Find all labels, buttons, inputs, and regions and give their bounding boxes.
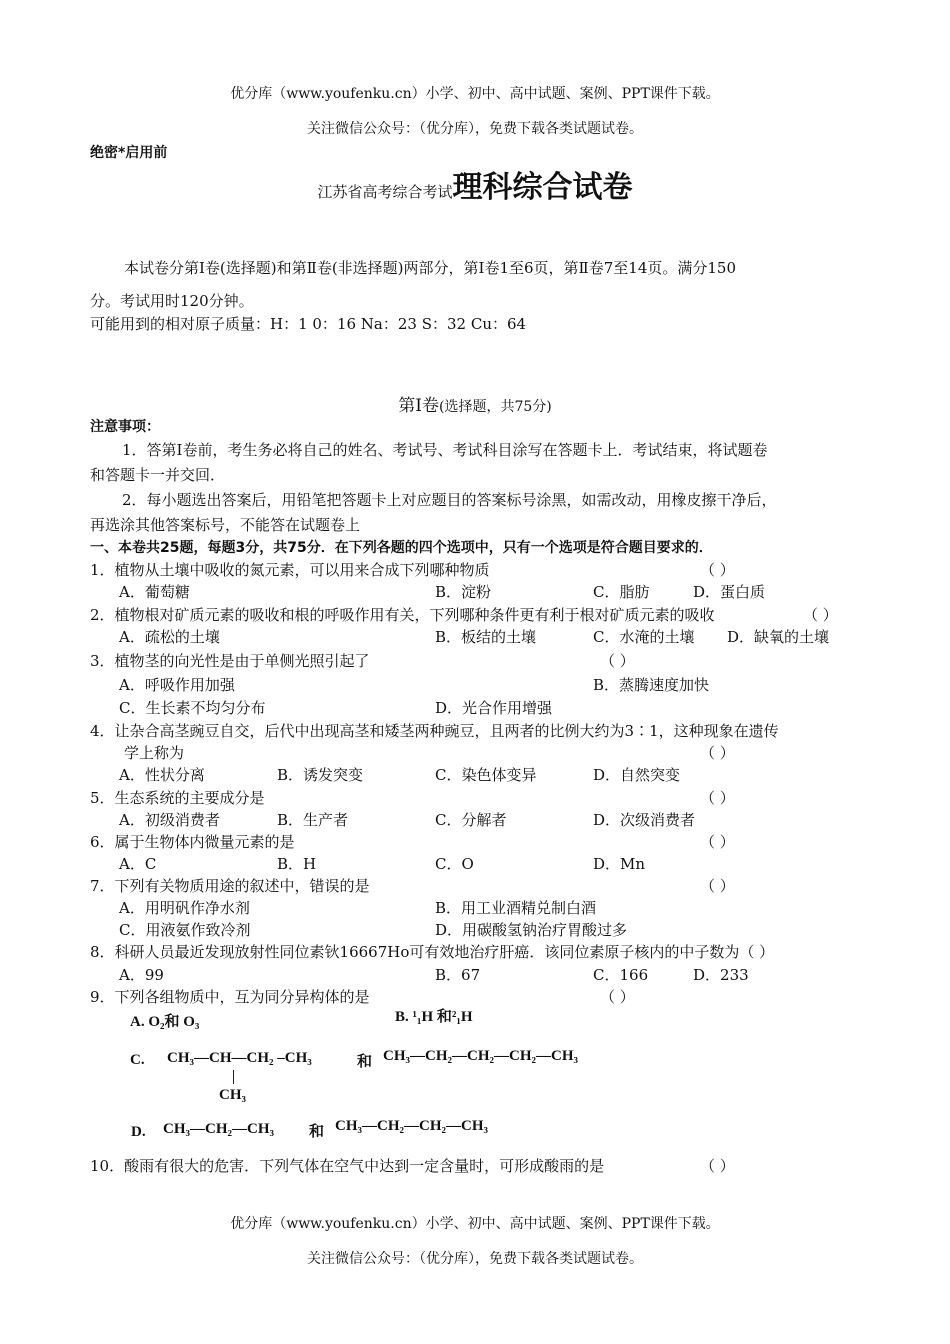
q8-option-c: C．166 [593,966,649,984]
q9-bracket: （ ） [600,988,635,1006]
q6-option-b: B．H [277,855,317,873]
part-one-heading: 一、本卷共25题，每题3分，共75分．在下列各题的四个选项中，只有一个选项是符合题目要求的． [90,540,713,556]
q5-option-a: A．初级消费者 [119,811,220,829]
q1-bracket: （ ） [700,561,735,579]
q9-stem: 9．下列各组物质中，互为同分异构体的是 [90,988,370,1006]
q4-bracket: （ ） [700,744,735,762]
q3-option-b: B．蒸腾速度加快 [593,676,710,694]
q2-bracket: （ ） [803,606,838,624]
note-1-line-2: 和答题卡一并交回． [90,466,226,484]
atomic-mass-line: 可能用到的相对原子质量：H：1 0：16 Na：23 S：32 Cu：64 [90,315,527,333]
exam-title-main: 理科综合试卷 [452,170,633,205]
footer-line-1: 优分库（www.youfenku.cn）小学、初中、高中试题、案例、PPT课件下载。 [230,1216,720,1232]
q3-stem: 3．植物茎的向光性是由于单侧光照引起了 [90,652,370,670]
q9-option-c-branch: CH₃ [219,1087,246,1103]
q9-option-b: B. ¹₁H 和²₁H [395,1009,473,1025]
q9-option-d-label: D. [131,1124,146,1140]
q6-bracket: （ ） [700,833,735,851]
q9-option-d-right-formula: CH₃—CH₂—CH₂—CH₃ [335,1118,488,1134]
q3-option-c: C．生长素不均匀分布 [119,699,266,717]
q3-bracket: （ ） [600,652,635,670]
q2-option-c: C．水淹的土壤 [593,628,695,646]
q4-option-c: C．染色体变异 [435,766,537,784]
q9-option-d-left-formula: CH₃—CH₂—CH₃ [163,1121,274,1137]
q2-stem: 2．植物根对矿质元素的吸收和根的呼吸作用有关，下列哪种条件更有利于根对矿质元素的吸收 [90,606,715,624]
q6-option-d: D．Mn [593,855,646,873]
q1-option-b: B．淀粉 [435,583,492,601]
q4-stem-line-2: 学上称为 [124,744,185,762]
q3-option-d: D．光合作用增强 [435,699,553,717]
q7-option-c: C．用液氨作致冷剂 [119,921,251,939]
q4-option-d: D．自然突变 [593,766,681,784]
top-secret-label: 绝密*启用前 [90,145,168,161]
q10-bracket: （ ） [700,1157,735,1175]
q5-option-c: C．分解者 [435,811,507,829]
q7-option-b: B．用工业酒精兑制白酒 [435,899,597,917]
q6-option-c: C．O [435,855,474,873]
q7-stem: 7．下列有关物质用途的叙述中，错误的是 [90,877,370,895]
q8-stem: 8．科研人员最近发现放射性同位素钬16667Ho可有效地治疗肝癌．该同位素原子核内的中子数为（ ） [90,943,775,961]
q1-option-d: D．蛋白质 [693,583,766,601]
q4-stem: 4．让杂合高茎豌豆自交，后代中出现高茎和矮茎两种豌豆，且两者的比例大约为3∶1，这种现象在遗传 [90,722,779,740]
q5-option-b: B．生产者 [277,811,349,829]
q9-option-c-right-formula: CH₃—CH₂—CH₂—CH₂—CH₃ [383,1048,578,1064]
q3-option-a: A．呼吸作用加强 [119,676,235,694]
intro-line-1: 本试卷分第Ⅰ卷(选择题)和第Ⅱ卷(非选择题)两部分，第Ⅰ卷1至6页，第Ⅱ卷7至14页。满分150 [124,259,737,277]
q9-option-c-label: C. [130,1052,145,1068]
exam-title-prefix: 江苏省高考综合考试 [317,183,453,201]
q8-option-d: D．233 [693,966,749,984]
section-title-sub: (选择题，共75分) [438,399,552,415]
q9-option-c-and: 和 [357,1054,373,1070]
notes-heading: 注意事项： [90,419,160,435]
q8-option-a: A．99 [119,966,164,984]
q8-option-b: B．67 [435,966,481,984]
q5-bracket: （ ） [700,789,735,807]
note-1-line-1: 1．答第Ⅰ卷前，考生务必将自己的姓名、考试号、考试科目涂写在答题卡上．考试结束，将试题卷 [122,441,768,459]
q4-option-b: B．诱发突变 [277,766,364,784]
q6-option-a: A．C [119,855,157,873]
q9-option-c-left-formula: CH₃—CH—CH₂ –CH₃ [167,1050,312,1066]
footer-line-2: 关注微信公众号：（优分库），免费下载各类试题试卷。 [307,1251,643,1267]
q10-stem: 10．酸雨有很大的危害．下列气体在空气中达到一定含量时，可形成酸雨的是 [90,1157,605,1175]
q9-option-a: A. O₂和 O₃ [130,1014,200,1030]
q9-option-d-and: 和 [309,1124,325,1140]
q7-option-d: D．用碳酸氢钠治疗胃酸过多 [435,921,628,939]
q1-option-a: A．葡萄糖 [119,583,190,601]
q7-option-a: A．用明矾作净水剂 [119,899,250,917]
q1-option-c: C．脂肪 [593,583,650,601]
header-line-2: 关注微信公众号：（优分库），免费下载各类试题试卷。 [307,121,643,137]
q6-stem: 6．属于生物体内微量元素的是 [90,833,295,851]
q2-option-d: D．缺氧的土壤 [727,628,830,646]
section-title [0,391,950,416]
q4-option-a: A．性状分离 [119,766,205,784]
q5-stem: 5．生态系统的主要成分是 [90,789,265,807]
q9-option-c-branch-bond [233,1070,234,1084]
q5-option-d: D．次级消费者 [593,811,696,829]
note-2-line-1: 2．每小题选出答案后，用铅笔把答题卡上对应题目的答案标号涂黑，如需改动，用橡皮擦干净后， [122,491,777,509]
section-title-main: 第Ⅰ卷 [398,396,439,416]
q2-option-a: A．疏松的土壤 [119,628,220,646]
q1-stem: 1．植物从土壤中吸收的氮元素，可以用来合成下列哪种物质 [90,561,490,579]
intro-line-2: 分。考试用时120分钟。 [90,292,254,310]
exam-title [0,162,950,206]
q7-bracket: （ ） [700,877,735,895]
note-2-line-2: 再选涂其他答案标号，不能答在试题卷上 [90,516,361,534]
q2-option-b: B．板结的土壤 [435,628,537,646]
header-line-1: 优分库（www.youfenku.cn）小学、初中、高中试题、案例、PPT课件下载。 [230,86,720,102]
